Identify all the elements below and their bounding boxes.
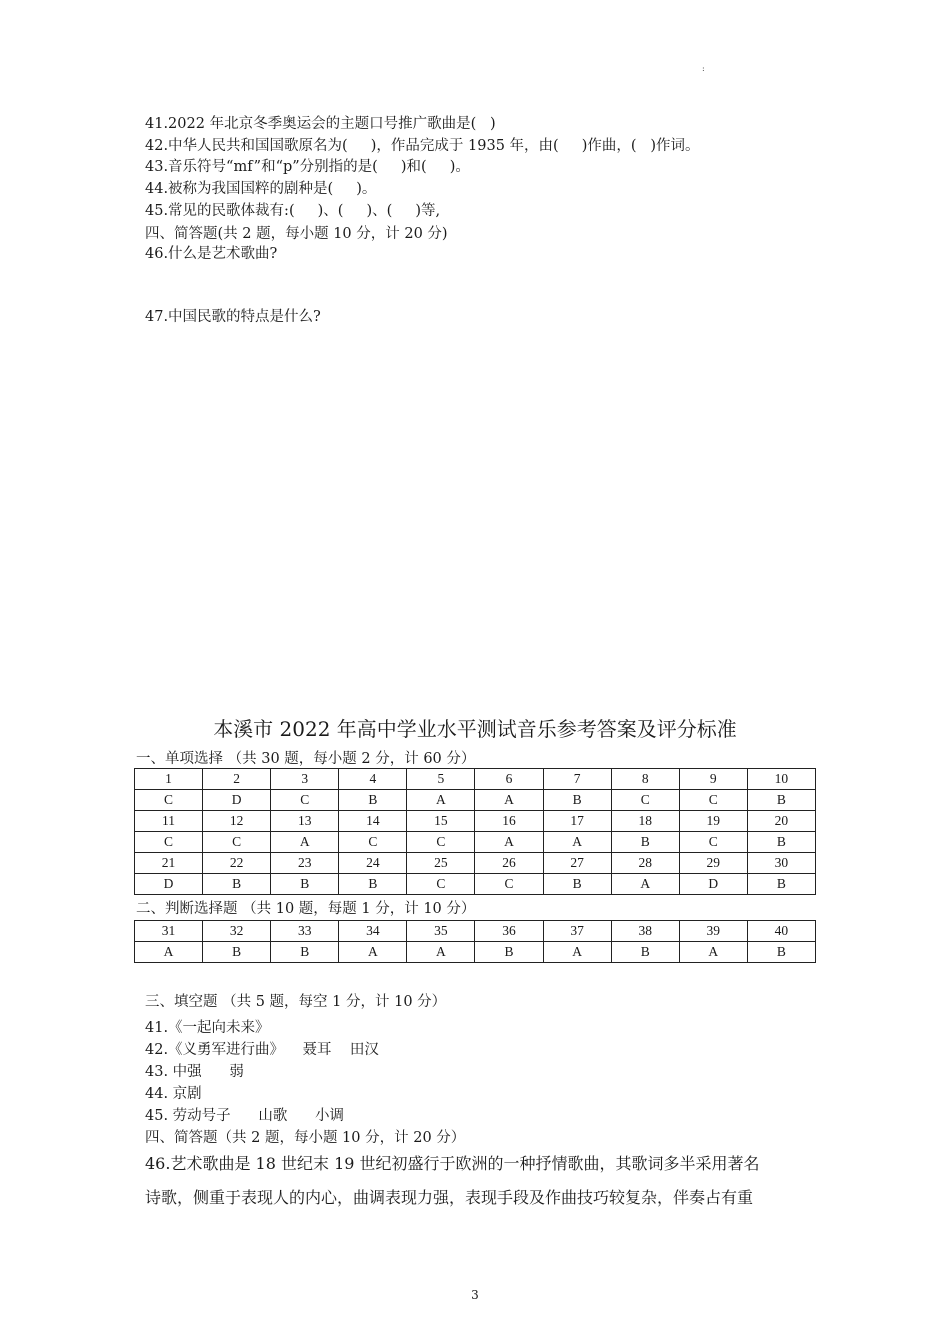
true-false-cell: A xyxy=(543,942,611,963)
question-46: 46.什么是艺术歌曲? xyxy=(145,246,278,262)
fill-answer-44: 44. 京剧 xyxy=(145,1086,202,1102)
single-choice-cell: 3 xyxy=(271,769,339,790)
true-false-cell: B xyxy=(747,942,815,963)
single-choice-cell: B xyxy=(203,874,271,895)
single-choice-cell: 2 xyxy=(203,769,271,790)
page-number: 3 xyxy=(471,1288,479,1302)
single-choice-cell: A xyxy=(475,832,543,853)
true-false-cell: 31 xyxy=(135,921,203,942)
true-false-cell: 38 xyxy=(611,921,679,942)
true-false-cell: B xyxy=(611,942,679,963)
single-choice-cell: C xyxy=(679,832,747,853)
single-choice-cell: 14 xyxy=(339,811,407,832)
answer-key-title: 本溪市 2022 年高中学业水平测试音乐参考答案及评分标准 xyxy=(213,717,737,741)
single-choice-cell: 17 xyxy=(543,811,611,832)
true-false-cell: B xyxy=(271,942,339,963)
true-false-cell: B xyxy=(203,942,271,963)
single-choice-cell: C xyxy=(271,790,339,811)
single-choice-cell: A xyxy=(543,832,611,853)
single-choice-cell: C xyxy=(135,832,203,853)
single-choice-cell: 9 xyxy=(679,769,747,790)
single-choice-cell: 15 xyxy=(407,811,475,832)
question-47: 47.中国民歌的特点是什么? xyxy=(145,309,321,325)
fill-answer-43: 43. 中强 弱 xyxy=(145,1064,244,1080)
single-choice-cell: C xyxy=(407,874,475,895)
true-false-row xyxy=(135,921,816,942)
single-choice-cell: 20 xyxy=(747,811,815,832)
single-choice-cell: 6 xyxy=(475,769,543,790)
single-choice-cell: 11 xyxy=(135,811,203,832)
single-choice-cell: 27 xyxy=(543,853,611,874)
true-false-cell: A xyxy=(679,942,747,963)
section-3-heading: 三、填空题 （共 5 题，每空 1 分，计 10 分） xyxy=(145,994,447,1010)
section-1-heading: 一、单项选择 （共 30 题，每小题 2 分，计 60 分） xyxy=(136,751,476,767)
single-choice-cell: 28 xyxy=(611,853,679,874)
fill-answer-42: 42.《义勇军进行曲》 聂耳 田汉 xyxy=(145,1042,379,1058)
single-choice-cell: 4 xyxy=(339,769,407,790)
single-choice-cell: C xyxy=(475,874,543,895)
single-choice-cell: 19 xyxy=(679,811,747,832)
answer-46-line-2: 诗歌，侧重于表现人的内心，曲调表现力强，表现手段及作曲技巧较复杂，伴奏占有重 xyxy=(145,1188,754,1207)
single-choice-cell: B xyxy=(747,832,815,853)
true-false-cell: A xyxy=(407,942,475,963)
single-choice-cell: A xyxy=(475,790,543,811)
single-choice-cell: B xyxy=(339,790,407,811)
single-choice-cell: 5 xyxy=(407,769,475,790)
question-45: 45.常见的民歌体裁有:( )、( )、( )等, xyxy=(145,203,441,219)
single-choice-cell: C xyxy=(339,832,407,853)
single-choice-cell: C xyxy=(611,790,679,811)
single-choice-cell: B xyxy=(747,790,815,811)
single-choice-row xyxy=(135,769,816,790)
question-43: 43.音乐符号“mf”和“p”分别指的是( )和( )。 xyxy=(145,159,470,175)
question-44: 44.被称为我国国粹的剧种是( )。 xyxy=(145,181,377,197)
single-choice-cell: 22 xyxy=(203,853,271,874)
fill-answer-45: 45. 劳动号子 山歌 小调 xyxy=(145,1108,344,1124)
section-4-heading-questions: 四、简答题(共 2 题，每小题 10 分，计 20 分) xyxy=(145,226,448,242)
single-choice-cell: B xyxy=(611,832,679,853)
single-choice-cell: D xyxy=(135,874,203,895)
single-choice-cell: D xyxy=(679,874,747,895)
single-choice-cell: C xyxy=(203,832,271,853)
true-false-cell: A xyxy=(135,942,203,963)
true-false-cell: 32 xyxy=(203,921,271,942)
single-choice-cell: A xyxy=(611,874,679,895)
single-choice-cell: 8 xyxy=(611,769,679,790)
single-choice-cell: 18 xyxy=(611,811,679,832)
single-choice-cell: 29 xyxy=(679,853,747,874)
true-false-cell: 37 xyxy=(543,921,611,942)
single-choice-row xyxy=(135,811,816,832)
single-choice-cell: 16 xyxy=(475,811,543,832)
corner-mark: : xyxy=(702,64,705,73)
true-false-cell: 34 xyxy=(339,921,407,942)
single-choice-row xyxy=(135,874,816,895)
single-choice-cell: A xyxy=(407,790,475,811)
true-false-cell: 33 xyxy=(271,921,339,942)
single-choice-row xyxy=(135,832,816,853)
single-choice-cell: 1 xyxy=(135,769,203,790)
single-choice-cell: C xyxy=(407,832,475,853)
single-choice-cell: 30 xyxy=(747,853,815,874)
single-choice-cell: 12 xyxy=(203,811,271,832)
single-choice-cell: D xyxy=(203,790,271,811)
true-false-cell: 35 xyxy=(407,921,475,942)
single-choice-cell: 24 xyxy=(339,853,407,874)
single-choice-cell: 7 xyxy=(543,769,611,790)
true-false-cell: A xyxy=(339,942,407,963)
single-choice-cell: C xyxy=(679,790,747,811)
true-false-cell: 40 xyxy=(747,921,815,942)
single-choice-cell: 23 xyxy=(271,853,339,874)
answer-46-line-1: 46.艺术歌曲是 18 世纪末 19 世纪初盛行于欧洲的一种抒情歌曲，其歌词多半采用著名 xyxy=(145,1154,760,1173)
single-choice-cell: B xyxy=(543,874,611,895)
section-2-heading: 二、判断选择题 （共 10 题，每题 1 分，计 10 分） xyxy=(136,901,476,917)
single-choice-cell: B xyxy=(543,790,611,811)
single-choice-cell: 13 xyxy=(271,811,339,832)
single-choice-cell: B xyxy=(271,874,339,895)
single-choice-cell: B xyxy=(339,874,407,895)
true-false-cell: B xyxy=(475,942,543,963)
single-choice-row xyxy=(135,853,816,874)
single-choice-cell: 25 xyxy=(407,853,475,874)
single-choice-cell: A xyxy=(271,832,339,853)
single-choice-cell: 10 xyxy=(747,769,815,790)
question-41: 41.2022 年北京冬季奥运会的主题口号推广歌曲是( ) xyxy=(145,116,496,132)
single-choice-cell: 21 xyxy=(135,853,203,874)
single-choice-answer-table xyxy=(134,768,816,895)
true-false-cell: 36 xyxy=(475,921,543,942)
single-choice-cell: 26 xyxy=(475,853,543,874)
single-choice-cell: B xyxy=(747,874,815,895)
single-choice-cell: C xyxy=(135,790,203,811)
true-false-answer-table xyxy=(134,920,816,963)
question-42: 42.中华人民共和国国歌原名为( )，作品完成于 1935 年，由( )作曲，( )作词。 xyxy=(145,138,700,154)
true-false-cell: 39 xyxy=(679,921,747,942)
single-choice-row xyxy=(135,790,816,811)
section-4-heading: 四、简答题（共 2 题，每小题 10 分，计 20 分） xyxy=(145,1130,466,1146)
fill-answer-41: 41.《一起向未来》 xyxy=(145,1020,270,1036)
true-false-row xyxy=(135,942,816,963)
